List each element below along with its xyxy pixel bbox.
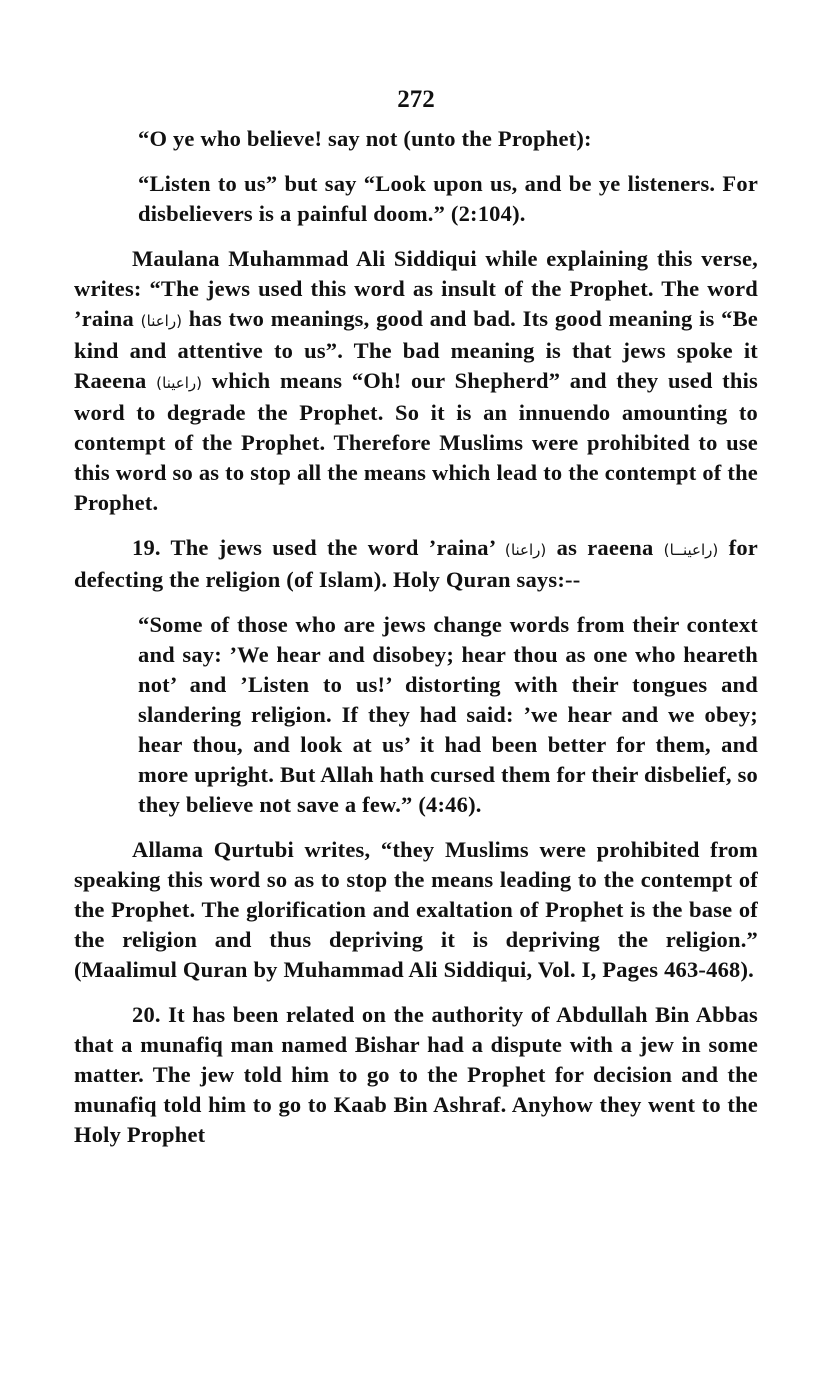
arabic-word: (راعنا) <box>504 541 547 559</box>
text-run: as raeena <box>546 535 664 560</box>
quote-paragraph-1: “O ye who believe! say not (unto the Prophet): <box>138 126 592 151</box>
arabic-word: (راعنا) <box>140 312 183 330</box>
body-paragraph-1 <box>74 244 758 518</box>
body-paragraph-4: 20. It has been related on the authority of Abdullah Bin Abbas that a munafiq man named Bishar had a dispute with a jew in some matter. The jew told him to go to the Prophet for decision and the munafiq told him to go to Kaab Bin Ashraf. Anyhow they went to the Holy Prophet <box>74 1002 758 1147</box>
text-run: 19. The jews used the word ’raina’ <box>132 535 505 560</box>
text-run: which means “Oh! our Shepherd” and they used this word to degrade the Prophet. So it is an innuendo amounting to contempt of the Prophet. Therefore Muslims were prohibited to use this word so as to stop all the means which lead to the contempt of the Prophet. <box>74 368 758 515</box>
arabic-word: (راعينــا) <box>663 541 719 559</box>
text-run: has two meanings, good and bad. Its good meaning is “Be kind and attentive to us”. The bad meaning is that jews spoke it Raeena <box>74 306 758 393</box>
document-page <box>74 86 758 1165</box>
quote-paragraph-2: “Listen to us” but say “Look upon us, and be ye listeners. For disbelievers is a painful doom.” (2:104). <box>138 171 758 226</box>
body-paragraph-3: Allama Qurtubi writes, “they Muslims were prohibited from speaking this word so as to stop the means leading to the contempt of the Prophet. The glorification and exaltation of Prophet is the base of the religion and thus depriving it is depriving the religion.” (Maalimul Quran by Muhammad Ali Siddiqui, Vol. I, Pages 463-468). <box>74 837 758 982</box>
body-paragraph-2 <box>74 533 758 595</box>
page-number: 272 <box>397 86 435 113</box>
arabic-word: (راعينا) <box>156 374 203 392</box>
text-run: Maulana Muhammad Ali Siddiqui while explaining this verse, writes: “The jews used this word as insult of the Prophet. The word ’raina <box>74 246 758 331</box>
quote-paragraph-3: “Some of those who are jews change words from their context and say: ’We hear and disobey; hear thou as one who heareth not’ and ’Listen to us!’ distorting with their tongues and slandering religion. If they had said: ’we hear and we obey; hear thou, and look at us’ it had been better for them, and more upright. But Allah hath cursed them for their disbelief, so they believe not save a few.” (4:46). <box>138 612 758 817</box>
text-run: for defecting the religion (of Islam). Holy Quran says:-- <box>74 535 758 592</box>
